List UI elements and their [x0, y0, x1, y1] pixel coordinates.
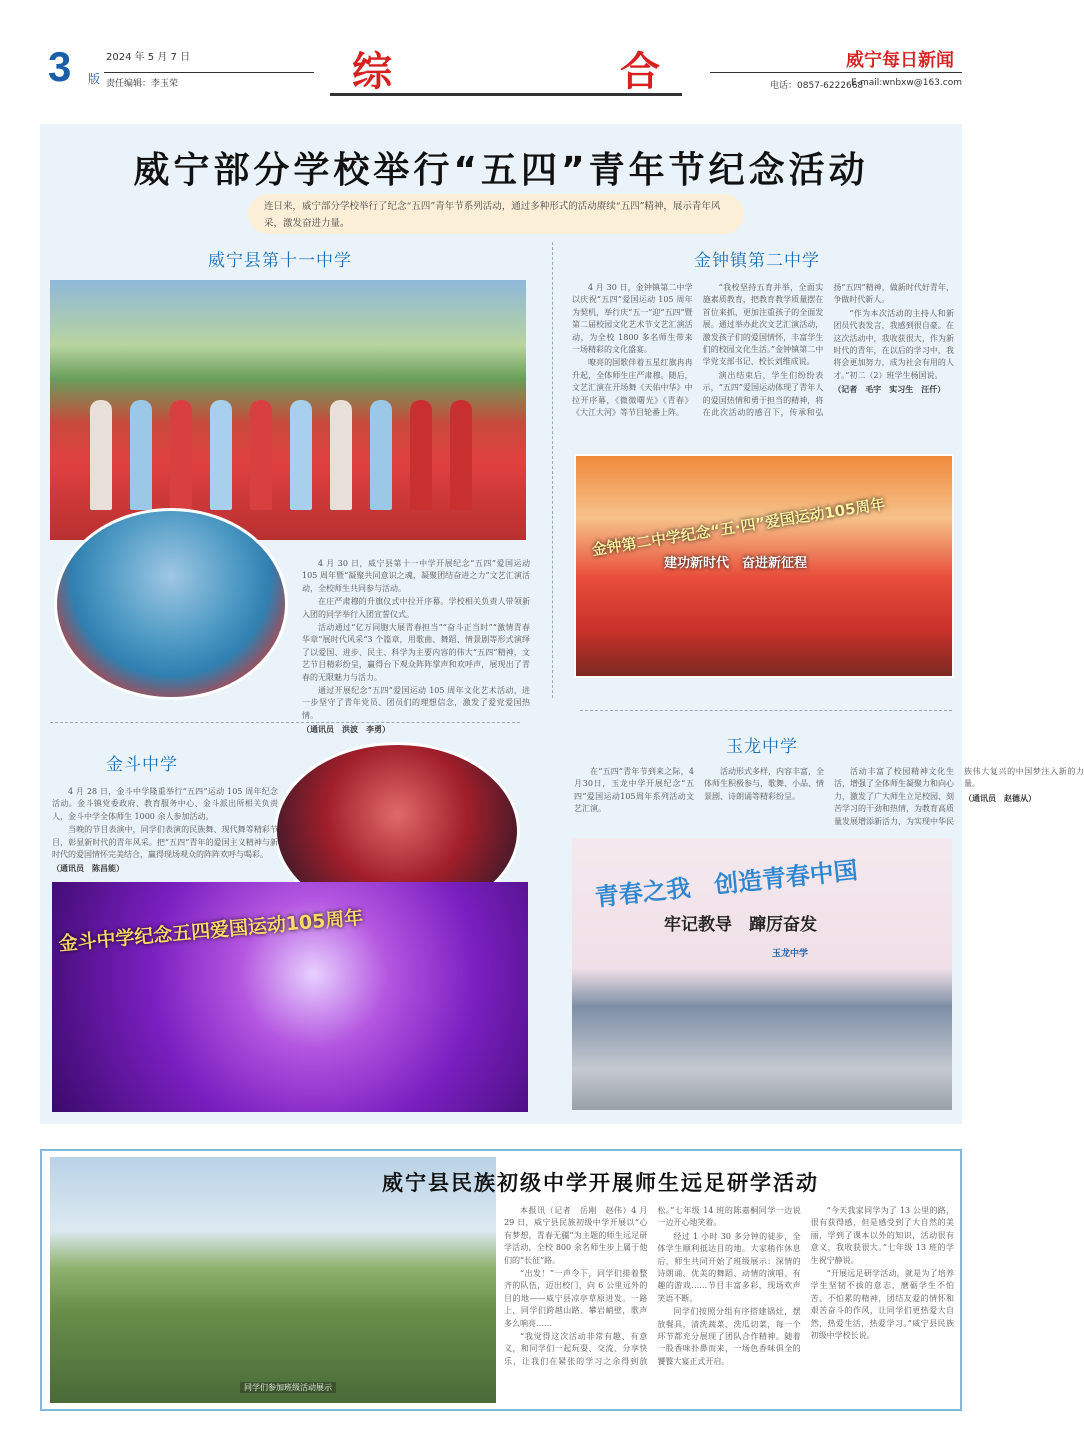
bottom-paragraph: “出发！”一声令下，同学们排着整齐的队伍，迈出校门，向 6 公里远外的目的地——威宁县凉亭草原进发。一路上，同学们跨越山路、攀岩峭壁，歌声多么响亮……: [504, 1268, 648, 1328]
school1-paragraph: 4 月 30 日，威宁县第十一中学开展纪念“五四”爱国运动 105 周年暨“凝聚共同意识之魂，凝聚团结奋进之力”文艺汇演活动，全校师生共同参与活动。: [302, 559, 530, 593]
school3-title: 金斗中学: [106, 755, 178, 775]
jinzhong-slogan-text: 建功新时代 奋进新征程: [664, 556, 808, 571]
feature-headline: 威宁部分学校举行“五四”青年节纪念活动: [133, 150, 869, 191]
bottom-headline: 威宁县民族初级中学开展师生远足研学活动: [382, 1171, 819, 1195]
bottom-story: [40, 1149, 962, 1411]
school4-paragraph: 活动丰富了校园精神文化生活，增强了全体师生凝聚力和向心力，激发了广大师生立足校园、刻苦学习的干劲和热情，为教育高质量发展增添新活力，为实现中华民族伟大复兴的中国梦注入新的力量。: [834, 767, 1084, 826]
contact-phone: 电话：0857-6222668: [770, 81, 864, 91]
trek-photo-caption: 同学们参加班级活动展示: [240, 1382, 336, 1393]
school1-stage-photo: [50, 280, 526, 540]
section-divider-right: [580, 710, 952, 711]
issue-date: 2024 年 5 月 7 日: [106, 52, 191, 63]
bottom-paragraph: “我觉得这次活动非常有趣、有意义，和同学们一起玩耍、交流、分享快乐，让我们在紧张的学习之余得到放松。”七年级 14 班的陈嘉桐同学一边说一边开心地笑着。: [504, 1206, 801, 1366]
school3-article: [52, 786, 278, 876]
school1-paragraph: 活动通过“亿万同胞大展青春担当”“奋斗正当时”“激情青春华章”展时代风采“3 个篇章，用歌曲、舞蹈、情景剧等形式演绎了以爱国、进步、民主、科学为主要内容的伟大“五四”精神，文艺节目精彩纷呈，赢得台下观众阵阵掌声和欢呼声，展现出了青春的无限魅力与活力。: [302, 622, 530, 682]
masthead-rule-left: [104, 72, 314, 73]
school4-photo: [572, 838, 952, 1110]
page-suffix: 版: [88, 72, 101, 86]
bottom-paragraph: 本报讯（记者 岳刚 赵伟）4 月 29 日，威宁县民族初级中学开展以“心有梦想，青春无疆”为主题的师生远足研学活动，全校 800 余名师生步上属于他们的“长征”路。: [504, 1206, 648, 1265]
column-divider: [552, 242, 553, 698]
bottom-paragraph: “今天我家同学为了 13 公里的路，很有获得感，但是感受到了大自然的美丽，学到了课本以外的知识，活动很有意义，我收获很大。”七年级 13 班的学生祝宁静说。: [810, 1206, 954, 1265]
bottom-article: [504, 1205, 954, 1401]
contact-email: E-mail:wnbxw@163.com: [851, 78, 962, 88]
feature-lead: 连日来，威宁部分学校举行了纪念“五四”青年节系列活动，通过多种形式的活动赓续“五四”精神，展示青年风采，激发奋进力量。: [248, 194, 744, 234]
editor-credit: 责任编辑：李玉荣: [106, 79, 179, 89]
school1-article: [302, 558, 530, 736]
jindou-banner-text: 金斗中学纪念五四爱国运动105周年: [57, 906, 365, 956]
school1-paragraph: 在庄严肃穆的升旗仪式中拉开序幕。学校相关负责人带领新入团的同学举行入团宣誓仪式。: [302, 597, 530, 619]
bottom-paragraph: 经过 1 小时 30 多分钟的徒步，全体学生顺利抵达目的地。大家稍作休息后，师生共同开始了班级展示：深情的诗朗诵、优美的舞蹈、动情的演唱、有趣的游戏……节目丰富多彩，现场欢声笑语不断。: [657, 1231, 801, 1303]
school2-paragraph: 演出结束后，学生们纷纷表示，“五四”爱国运动体现了青年人的爱国热情和勇于担当的精神，将在此次活动的感召下，传承和弘扬“五四”精神，做新时代好青年，争做时代新人。: [702, 283, 954, 417]
yulong-school-text: 玉龙中学: [772, 949, 809, 959]
masthead: [42, 38, 962, 98]
school2-byline: （记者 毛宇 实习生 汪仟）: [833, 384, 946, 395]
school3-paragraph: 4 月 28 日，金斗中学隆重举行“五四”运动 105 周年纪念活动。金斗镇党委政府、教育服务中心、金斗派出所相关负责人，金斗中学全体师生 1000 余人参加活动。: [52, 787, 278, 821]
school1-title: 威宁县第十一中学: [208, 251, 352, 271]
school3-byline: （通讯员 陈昌能）: [52, 863, 124, 874]
school4-paragraph: 活动形式多样，内容丰富，全体师生积极参与，歌舞、小品、情景剧、诗朗诵等精彩纷呈。: [704, 767, 824, 801]
school4-article: [574, 766, 1084, 828]
school4-paragraph: 在“五四”青年节到来之际，4月30日，玉龙中学开展纪念“五四”爱国运动105周年系列活动文艺汇演。: [574, 767, 694, 814]
school2-paragraph: 4 月 30 日，金钟镇第二中学以庆祝“五四”爱国运动 105 周年为契机，举行庆“五一”迎“五四”暨第二届校园文化艺术节文艺汇演活动，为全校 1800 多名师生带来一场精彩的文化盛宴。: [572, 283, 693, 354]
school2-paragraph: “我校坚持五育并举，全面实施素质教育，把教育教学质量摆在首位来抓，更加注重孩子的全面发展。通过举办此次文艺汇演活动，激发孩子们的爱国情怀，丰富学生们的校园文化生活。”金钟镇第二中学党支部书记、校长刘维成说。: [702, 283, 824, 367]
page-number: 3: [48, 43, 72, 90]
school2-stage-photo: [574, 454, 954, 678]
bottom-paragraph: “开展远足研学活动，就是为了培养学生坚韧不拔的意志，磨砺学生不怕苦、不怕累的精神，团结友爱的情怀和艰苦奋斗的作风，让同学们更热爱大自然，热爱生活，热爱学习。”威宁县民族初级中学校长说。: [810, 1268, 954, 1340]
school2-paragraph: “作为本次活动的主持人和新团员代表发言，我感到很自豪。在这次活动中，我收获很大，作为新时代的青年，在以后的学习中，我将会更加努力，成为社会有用的人才。”初二（2）班学生杨国说。: [833, 308, 954, 380]
bottom-paragraph: 同学们按照分组有序搭建锅灶，摆放餐具，清洗蔬菜、洗瓜切菜，每一个环节都充分展现了团队合作精神。随着一股香味扑鼻而来，一场色香味俱全的饕餮大宴正式开启。: [657, 1307, 801, 1366]
school2-article: [572, 282, 954, 446]
school3-stage-photo: [52, 882, 528, 1112]
school4-byline: （通讯员 赵德从）: [964, 792, 1036, 803]
masthead-rule-right: [710, 72, 962, 73]
school2-paragraph: 嘹亮的国歌伴着五星红旗冉冉升起，全体师生庄严肃穆。随后，文艺汇演在开场舞《天佑中华》中拉开序幕，《微微曙光》《青春》《大江大河》等节目轮番上阵。: [572, 358, 693, 417]
section-char-2: 合: [620, 48, 660, 95]
paper-name: 威宁每日新闻: [846, 50, 954, 71]
section-title: [330, 38, 682, 96]
school2-title: 金钟镇第二中学: [694, 251, 820, 271]
school3-paragraph: 当晚的节目表演中，同学们表演的民族舞、现代舞等精彩节目，彰显新时代的青年风采。把“五四”青年的爱国主义精神与新时代的爱国情怀完美结合，赢得现场观众的阵阵欢呼与喝彩。: [52, 825, 278, 859]
school1-byline: （通讯员 洪波 李勇）: [302, 724, 390, 735]
yulong-banner-text: 青春之我 创造青春中国: [593, 856, 860, 912]
feature-story: [40, 124, 1084, 1124]
school1-paragraph: 通过开展纪念“五四”爱国运动 105 周年文化艺术活动，进一步坚守了青年党员、团员们的理想信念，激发了爱党爱国热情。: [302, 685, 530, 720]
section-char-1: 综: [352, 48, 392, 95]
jinzhong-banner-text: 金钟第二中学纪念“五·四”爱国运动105周年: [590, 494, 887, 560]
school4-title: 玉龙中学: [726, 737, 798, 757]
yulong-slogan-text: 牢记教导 蹿厉奋发: [664, 915, 817, 935]
school1-dance-photo: [54, 508, 288, 700]
